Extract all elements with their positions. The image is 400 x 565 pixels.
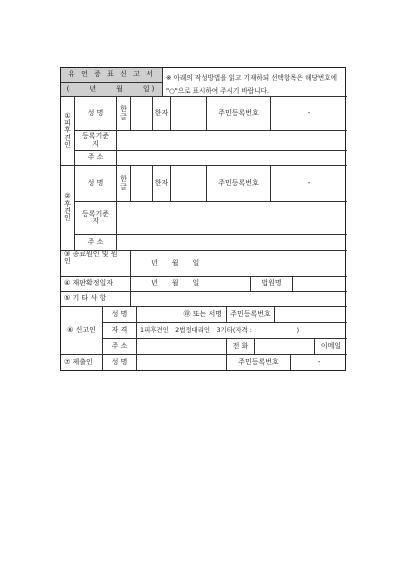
reporter-rrn-field[interactable] <box>275 307 347 323</box>
form-title: 유 언 증 표 신 고 서 <box>61 68 163 83</box>
submitter-name-field[interactable] <box>137 355 227 370</box>
reporter-email-label: 이메일 <box>315 339 347 355</box>
guardian-name-label: 성 명 <box>75 166 117 202</box>
other-matters-label: ⑤ 기 타 사 항 <box>61 292 131 307</box>
termination-cause-label: ③ 종료원인 및 원 인 <box>61 251 131 277</box>
court-name-field[interactable] <box>293 277 347 292</box>
other-matters-field[interactable] <box>131 292 347 307</box>
ward-rrn-field[interactable]: - <box>271 97 347 131</box>
ward-rrn-label: 주민등록번호 <box>207 97 271 131</box>
ward-hangul-label: 한 글 <box>117 97 131 131</box>
submitter-rrn-label: 주민등록번호 <box>227 355 291 370</box>
ward-address-field[interactable] <box>117 151 347 166</box>
judgment-date-label: ④ 재판확정일자 <box>61 277 131 292</box>
reporter-name-label: 성 명 <box>103 307 137 323</box>
reporter-address-label: 주 소 <box>103 339 137 355</box>
guardian-rrn-label: 주민등록번호 <box>207 166 271 202</box>
reporter-phone-label: 전 화 <box>227 339 255 355</box>
termination-date-field[interactable]: 년 월 일 <box>131 251 347 277</box>
guardian-hangul-field[interactable] <box>131 166 153 202</box>
guardian-registration-label: 등록기준 지 <box>75 202 117 235</box>
ward-hangul-field[interactable] <box>131 97 153 131</box>
judgment-date-field[interactable]: 년 월 일 <box>131 277 251 292</box>
court-name-label: 법원명 <box>251 277 293 292</box>
submitter-name-label: 성 명 <box>103 355 137 370</box>
instruction-notice: ※ 아래의 작성방법을 읽고 기재하되 선택항목은 해당번호에 "○"으로 표시하여 주시기 바랍니다. <box>163 68 347 97</box>
submitter-rrn-field[interactable]: - <box>317 357 321 366</box>
ward-section-label: ① 피 후 견 인 <box>61 97 75 166</box>
guardian-rrn-field[interactable]: - <box>271 166 347 202</box>
guardian-address-label: 주 소 <box>75 235 117 251</box>
reporter-signature-field[interactable]: ㊞ 또는 서명 <box>137 307 227 323</box>
ward-registration-label: 등록기준 지 <box>75 131 117 151</box>
ward-hanja-label: 한자 <box>153 97 171 131</box>
guardian-section-label: ② 후 견 인 <box>61 166 75 251</box>
reporter-qualification-label: 자 격 <box>103 323 137 339</box>
will-guardian-termination-form <box>60 67 346 371</box>
reporter-rrn-label: 주민등록번호 <box>227 307 275 323</box>
ward-name-label: 성 명 <box>75 97 117 131</box>
reporter-qualification-options[interactable]: 1피후견인 2법정대리인 3기타(자격 : ) <box>137 323 347 339</box>
form-date: ( 년 월 일) <box>61 83 163 97</box>
reporter-section-label: ⑥ 신고인 <box>61 307 103 355</box>
guardian-registration-field[interactable] <box>117 202 347 235</box>
guardian-address-field[interactable] <box>117 235 347 251</box>
ward-registration-field[interactable] <box>117 131 347 151</box>
ward-hanja-field[interactable] <box>171 97 207 131</box>
ward-address-label: 주 소 <box>75 151 117 166</box>
reporter-phone-field[interactable] <box>255 339 315 355</box>
guardian-hanja-label: 한자 <box>153 166 171 202</box>
reporter-address-field[interactable] <box>137 339 227 355</box>
guardian-hangul-label: 한 글 <box>117 166 131 202</box>
submitter-section-label: ⑦ 제출인 <box>61 355 103 370</box>
guardian-hanja-field[interactable] <box>171 166 207 202</box>
